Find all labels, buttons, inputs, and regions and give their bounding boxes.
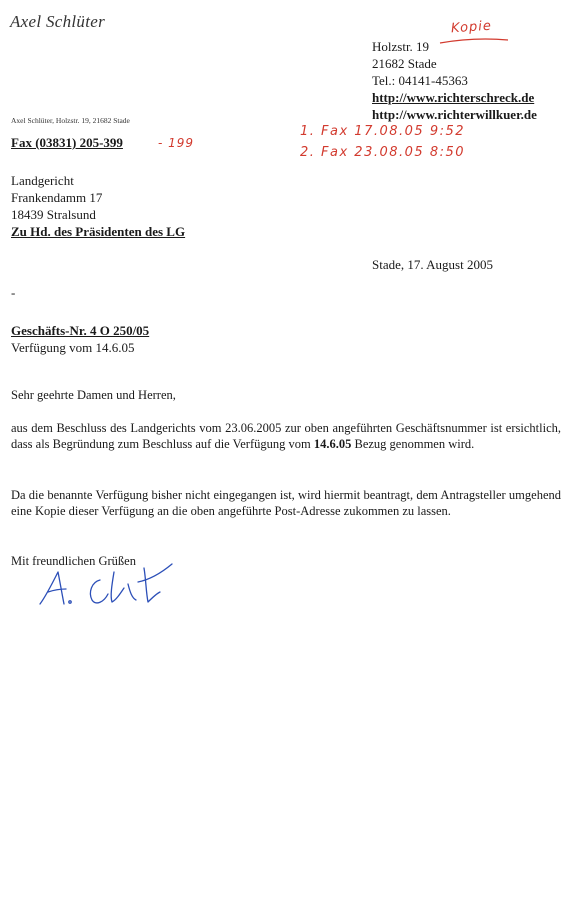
body-paragraph-1 bbox=[11, 420, 561, 452]
sender-street: Holzstr. 19 bbox=[372, 39, 430, 54]
closing-greeting: Mit freundlichen Grüßen bbox=[11, 554, 136, 568]
case-number: Geschäfts-Nr. 4 O 250/05 bbox=[11, 323, 150, 338]
fax-number: Fax (03831) 205-399 bbox=[11, 135, 123, 150]
kopie-annotation: Kopie bbox=[450, 18, 493, 37]
letter-date: Stade, 17. August 2005 bbox=[372, 257, 493, 272]
dash-mark: - bbox=[11, 285, 16, 300]
recipient-name: Landgericht bbox=[11, 173, 74, 188]
recipient-attention: Zu Hd. des Präsidenten des LG bbox=[11, 224, 186, 239]
sender-website-2: http://www.richterwillkuer.de bbox=[372, 107, 537, 122]
fax-handwritten-suffix: - 199 bbox=[158, 136, 195, 150]
fax-log-entry: 2. Fax 23.08.05 8:50 bbox=[300, 145, 466, 160]
recipient-address-block bbox=[11, 172, 185, 240]
recipient-city: 18439 Stralsund bbox=[11, 207, 96, 222]
paragraph-1-date-bold: 14.6.05 bbox=[313, 437, 352, 451]
sender-address-block bbox=[372, 38, 537, 123]
fax-log-annotation bbox=[300, 121, 465, 163]
sender-phone: Tel.: 04141-45363 bbox=[372, 73, 468, 88]
paragraph-1-text: aus dem Beschluss des Landgerichts vom 23.06.2005 zur oben angeführten Geschäftsnummer ist ersichtlich, dass als Begründung zum Beschluss auf die Verfügung vom bbox=[11, 421, 561, 451]
recipient-street: Frankendamm 17 bbox=[11, 190, 103, 205]
body-paragraph-2: Da die benannte Verfügung bisher nicht eingegangen ist, wird hiermit beantragt, dem Antragsteller umgehend eine Kopie dieser Verfügung an die oben angeführte Post-Adresse zukommen zu lassen. bbox=[11, 488, 561, 518]
sender-website-link[interactable]: http://www.richterschreck.de bbox=[372, 90, 535, 105]
letterhead-name: Axel Schlüter bbox=[10, 12, 106, 31]
salutation: Sehr geehrte Damen und Herren, bbox=[11, 388, 176, 402]
sender-city: 21682 Stade bbox=[372, 56, 437, 71]
return-address-line: Axel Schlüter, Holzstr. 19, 21682 Stade bbox=[11, 116, 130, 125]
handwritten-signature bbox=[36, 558, 176, 614]
order-reference: Verfügung vom 14.6.05 bbox=[11, 340, 135, 355]
reference-block bbox=[11, 322, 149, 356]
fax-log-entry: 1. Fax 17.08.05 9:52 bbox=[300, 124, 466, 139]
paragraph-1-text-end: Bezug genommen wird. bbox=[351, 437, 475, 451]
